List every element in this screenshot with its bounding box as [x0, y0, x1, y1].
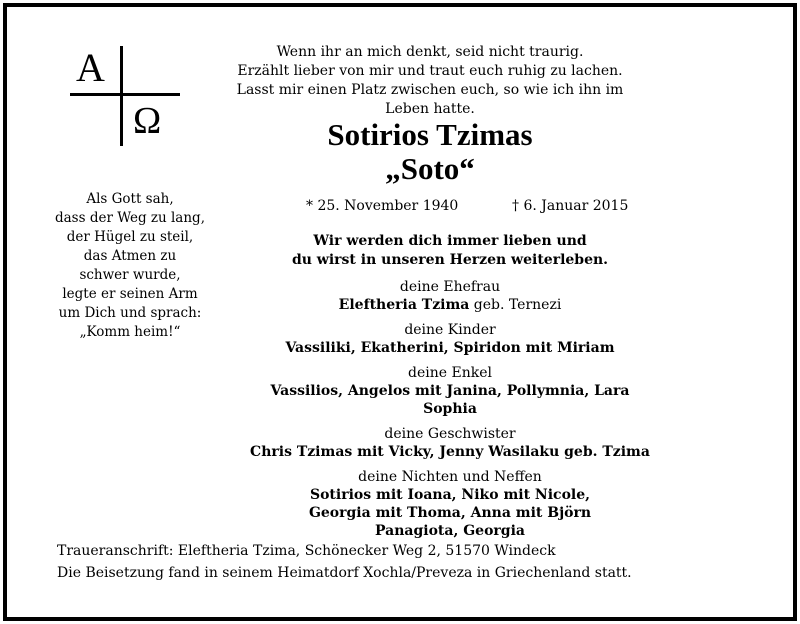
mourner-group-wife — [250, 278, 650, 314]
mourner-group-nieces-nephews — [250, 468, 650, 540]
side-verse-line: Als Gott sah, — [86, 191, 174, 207]
group-label: deine Ehefrau — [399, 279, 501, 295]
mourner-group-grandchildren — [250, 364, 650, 418]
group-label: deine Nichten und Neffen — [358, 469, 542, 485]
side-verse-line: legte er seinen Arm — [62, 286, 198, 302]
group-names-line: Georgia mit Thoma, Anna mit Björn — [308, 505, 592, 521]
footer — [57, 540, 757, 584]
mourners-section — [250, 232, 650, 547]
group-names-line: Sotirios mit Ioana, Niko mit Nicole, — [309, 487, 591, 503]
side-verse-line: dass der Weg zu lang, — [54, 210, 205, 226]
top-verse-line: Erzählt lieber von mir und traut euch ruhig zu lachen. — [237, 63, 623, 79]
life-dates — [250, 196, 650, 216]
group-label: deine Kinder — [404, 322, 496, 338]
motto-line: du wirst in unseren Herzen weiterleben. — [291, 252, 609, 268]
motto-line: Wir werden dich immer lieben und — [313, 233, 587, 249]
side-verse-line: schwer wurde, — [79, 267, 181, 283]
group-names: Vassilios, Angelos mit Janina, Pollymnia, Lara Sophia — [270, 383, 630, 417]
mourner-group-children — [250, 321, 650, 357]
alpha-letter: Α — [76, 45, 105, 90]
top-verse-line: Wenn ihr an mich denkt, seid nicht traurig. — [276, 44, 584, 60]
wife-name: Eleftheria Tzima — [338, 297, 470, 313]
side-verse — [30, 190, 230, 342]
alpha-omega-cross-icon — [70, 46, 180, 146]
side-verse-line: um Dich und sprach: — [58, 305, 202, 321]
mourning-address: Traueranschrift: Eleftheria Tzima, Schönecker Weg 2, 51570 Windeck — [57, 543, 556, 559]
group-names: Chris Tzimas mit Vicky, Jenny Wasilaku geb. Tzima — [250, 444, 650, 460]
group-names: Vassiliki, Ekatherini, Spiridon mit Miriam — [285, 340, 615, 356]
cross-vertical-line — [120, 46, 123, 146]
motto — [250, 232, 650, 270]
group-names-line: Panagiota, Georgia — [375, 523, 525, 539]
top-verse — [220, 43, 640, 119]
side-verse-line: „Komm heim!“ — [79, 324, 181, 340]
wife-maiden-name: geb. Ternezi — [469, 297, 562, 313]
mourner-group-siblings — [250, 425, 650, 461]
death-date: † 6. Januar 2015 — [512, 198, 629, 214]
top-verse-line: Lasst mir einen Platz zwischen euch, so wie ich ihn im Leben hatte. — [236, 82, 624, 117]
side-verse-line: der Hügel zu steil, — [66, 229, 194, 245]
deceased-name: Sotirios Tzimas — [327, 117, 533, 152]
group-names — [250, 296, 650, 314]
deceased-name-block — [280, 118, 580, 186]
group-label: deine Geschwister — [384, 426, 516, 442]
deceased-nickname: „Soto“ — [385, 151, 475, 186]
side-verse-line: das Atmen zu — [83, 248, 177, 264]
group-label: deine Enkel — [408, 365, 492, 381]
cross-horizontal-line — [70, 93, 180, 96]
omega-letter: Ω — [133, 100, 162, 142]
burial-note: Die Beisetzung fand in seinem Heimatdorf Xochla/Preveza in Griechenland statt. — [57, 565, 632, 581]
birth-date: * 25. November 1940 — [306, 198, 459, 214]
